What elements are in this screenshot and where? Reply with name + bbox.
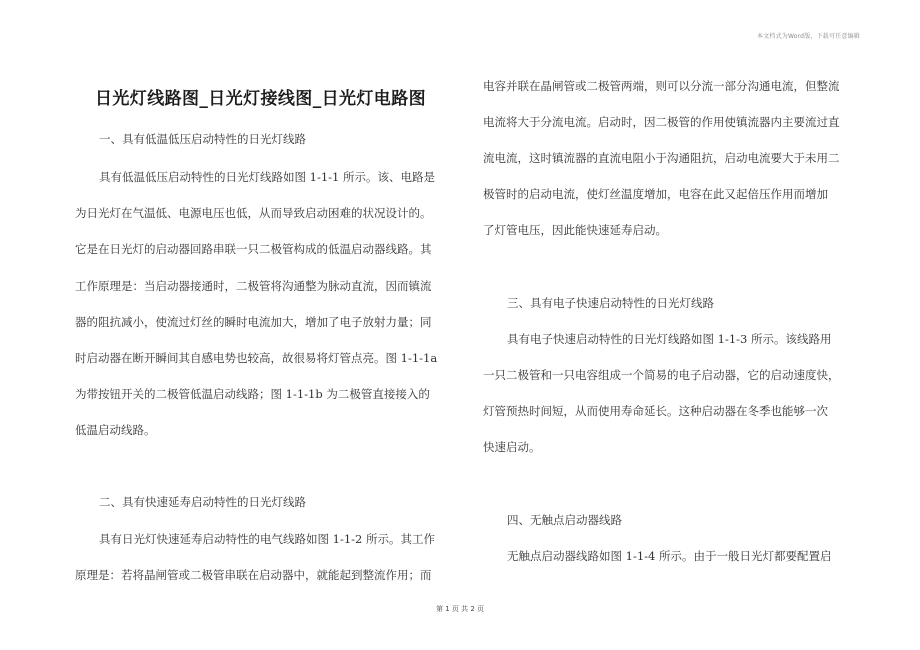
section-1-line: 低温启动线路。 — [75, 423, 156, 437]
section-1-line: 为带按钮开关的二极管低温启动线路；图 1-1-1b 为二极管直接接入的 — [75, 387, 430, 401]
section-2-heading: 二、具有快速延寿启动特性的日光灯线路 — [99, 495, 306, 509]
page-title: 日光灯线路图_日光灯接线图_日光灯电路图 — [95, 89, 426, 109]
section-2-cont-line: 流电流，这时镇流器的直流电阻小于沟通阻抗，启动电流要大于未用二 — [483, 151, 840, 165]
section-1-line: 它是在日光灯的启动器回路串联一只二极管构成的低温启动器线路。其 — [75, 242, 432, 256]
section-3-line: 快速启动。 — [483, 440, 541, 454]
section-2-cont-line: 了灯管电压，因此能快速延寿启动。 — [483, 223, 667, 237]
section-1-line: 时启动器在断开瞬间其自感电势也较高，故很易将灯管点亮。图 1-1-1a — [75, 351, 438, 365]
section-1-line: 具有低温低压启动特性的日光灯线路如图 1-1-1 所示。该、电路是 — [99, 170, 436, 184]
section-1-line: 为日光灯在气温低、电源电压也低，从而导致启动困难的状况设计的。 — [75, 206, 432, 220]
section-1-line: 工作原理是：当启动器接通时，二极管将沟通整为脉动直流，因而镇流 — [75, 279, 432, 293]
section-4-line: 无触点启动器线路如图 1-1-4 所示。由于一般日光灯都要配置启 — [507, 549, 832, 563]
section-1-line: 器的阻抗减小，使流过灯丝的瞬时电流加大，增加了电子放射力量；同 — [75, 315, 432, 329]
section-1-heading: 一、具有低温低压启动特性的日光灯线路 — [99, 132, 306, 146]
section-2-line: 原理是：若将晶闸管或二极管串联在启动器中，就能起到整流作用；而 — [75, 568, 432, 582]
section-3-line: 一只二极管和一只电容组成一个简易的电子启动器，它的启动速度快， — [483, 368, 840, 382]
section-2-cont-line: 极管时的启动电流，使灯丝温度增加，电容在此又起倍压作用而增加 — [483, 187, 828, 201]
section-4-heading: 四、无触点启动器线路 — [507, 513, 622, 527]
section-3-heading: 三、具有电子快速启动特性的日光灯线路 — [507, 296, 714, 310]
section-3-line: 具有电子快速启动特性的日光灯线路如图 1-1-3 所示。该线路用 — [507, 332, 832, 346]
section-3-line: 灯管预热时间短，从而使用寿命延长。这种启动器在冬季也能够一次 — [483, 404, 828, 418]
section-2-cont-line: 电容并联在晶闸管或二极管两端，则可以分流一部分沟通电流，但整流 — [483, 79, 840, 93]
watermark-note: 本文档式为Word版，下载可任意编辑 — [756, 33, 860, 40]
section-2-line: 具有日光灯快速延寿启动特性的电气线路如图 1-1-2 所示。其工作 — [99, 532, 436, 546]
page-footer: 第 1 页 共 2 页 — [435, 605, 485, 613]
section-2-cont-line: 电流将大于分流电流。启动时，因二极管的作用使镇流器内主要流过直 — [483, 115, 840, 129]
